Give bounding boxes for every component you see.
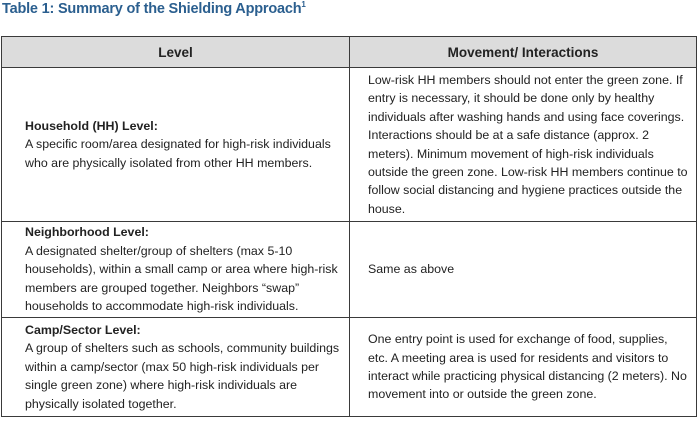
caption-text: Table 1: Summary of the Shielding Approach (2, 0, 302, 17)
footnote-mark: 1 (301, 0, 306, 9)
level-cell (2, 68, 350, 222)
header-movement: Movement/ Interactions (350, 37, 697, 68)
level-title: Household (HH) Level: (25, 118, 158, 133)
movement-cell: Low-risk HH members should not enter the green zone. If entry is necessary, it should be done only by healthy individuals after washing hands and using face coverings. Interactions should be at a safe distance (approx. 2 meters). Minimum movement of high-risk individuals outside the green zone. Low-risk HH members continue to follow social distancing and hygiene practices outside the house. (350, 68, 697, 222)
level-title: Camp/Sector Level: (25, 322, 141, 337)
table-row (2, 318, 697, 417)
table-row (2, 68, 697, 222)
table-caption (2, 0, 306, 17)
table-header-row (2, 37, 697, 68)
header-level: Level (2, 37, 350, 68)
shielding-summary-table (1, 36, 697, 417)
level-cell (2, 318, 350, 417)
level-cell (2, 222, 350, 318)
movement-cell: One entry point is used for exchange of food, supplies, etc. A meeting area is used for residents and visitors to interact while practicing physical distancing (2 meters). No movement into or outside the green zone. (350, 318, 697, 417)
movement-cell: Same as above (350, 222, 697, 318)
level-description: A group of shelters such as schools, community buildings within a camp/sector (max 50 high-risk individuals per single green zone) where high-risk individuals are physically isolated together. (25, 341, 340, 411)
level-title: Neighborhood Level: (25, 225, 149, 240)
level-description: A specific room/area designated for high-risk individuals who are physically isolated from other HH members. (25, 137, 331, 170)
table-row (2, 222, 697, 318)
level-description: A designated shelter/group of shelters (max 5-10 households), within a small camp or area where high-risk members are grouped together. Neighbors “swap” households to accommodate high-risk individuals. (25, 243, 338, 314)
